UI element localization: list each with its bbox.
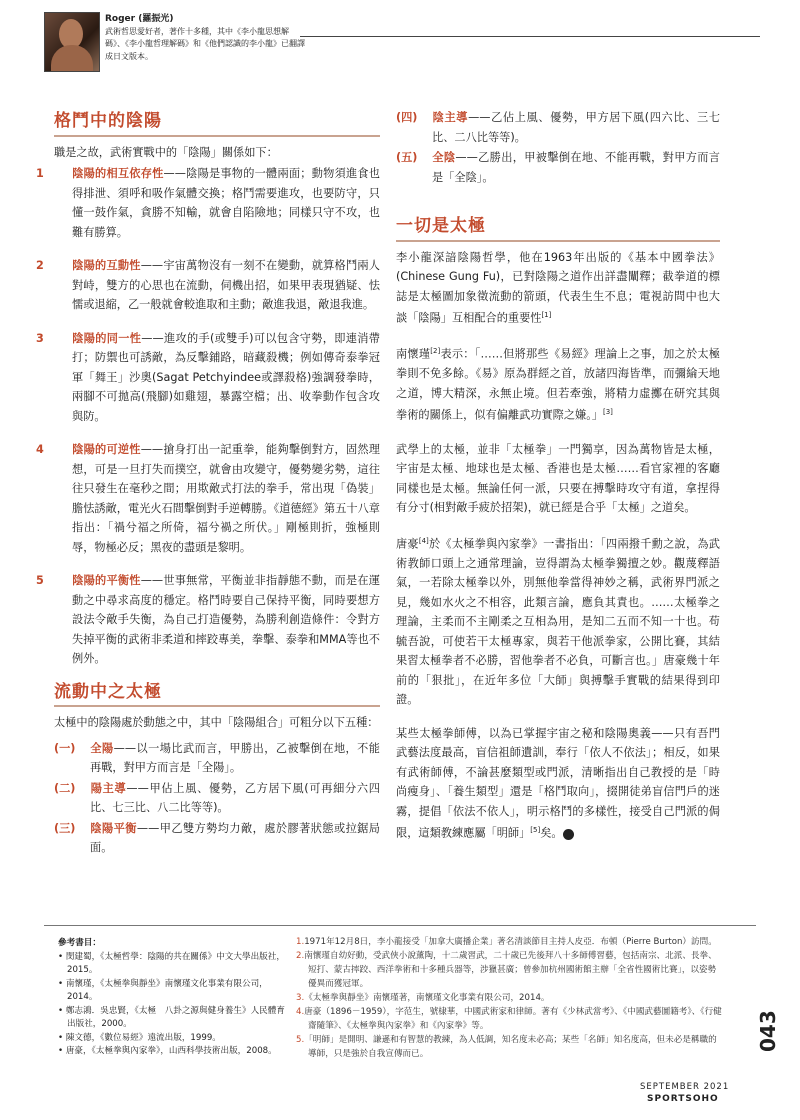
item-text: ——宇宙萬物沒有一刻不在變動，就算格鬥兩人對峙，雙方的心思也在流動，伺機出招，如果甲表現猶疑、怯懦或退縮，乙一般就會較進取和主動；敵進我退，敵退我進。 (72, 259, 380, 311)
combo-label: (二) (54, 781, 76, 795)
item-term: 陰陽的互動性 (72, 259, 141, 272)
combo-term: 陰陽平衡 (90, 821, 137, 835)
paragraph-1: 李小龍深諳陰陽哲學，他在1963年出版的《基本中國拳法》(Chinese Gung Fu)，已對陰陽之道作出詳盡闡釋；截拳道的標誌是太極圖加象徵流動的箭頭，代表生生不息；電視訪問中也大談「陰陽」互相配合的重要性[1] (396, 250, 720, 325)
reference-text: 唐豪，《太極拳與內家拳》，山西科學技術出版，2008。 (65, 1046, 277, 1056)
item-number: 2 (36, 259, 44, 272)
footnote-text: 唐豪（1896－1959），字范生，號棣華，中國武術家和律師。著有《少林武當考》、《中國武藝圖籍考》、《行健齋隨筆》、《太極拳與內家拳》和《內家拳》等。 (304, 1007, 722, 1031)
section2-intro: 太極中的陰陽處於動態之中，其中「陰陽組合」可粗分以下五種： (54, 716, 379, 729)
references-title: 參考書目： (58, 938, 101, 948)
heading-rule (54, 705, 380, 707)
item-number: 3 (36, 331, 44, 345)
reference-item: • 閔建蜀，《太極哲學：陰陽的共在關係》中文大學出版社，2015。 (58, 951, 285, 975)
reference-text: 陳文德，《數位易經》遠流出版，1999。 (65, 1032, 221, 1043)
references-list (58, 951, 286, 1059)
right-column (396, 108, 720, 858)
author-bio: 武術哲思愛好者，著作十多種，其中《李小龍思想解碼》、《李小龍哲理解碼》和《他們認識的李小龍》已翻譯成日文版本。 (105, 26, 305, 61)
footnote-ref[interactable]: [2] (430, 347, 441, 356)
footnote-ref[interactable]: [4] (418, 536, 429, 545)
item-term: 陰陽的同一性 (72, 331, 142, 345)
combo-item (54, 739, 380, 778)
paragraph-3: 武學上的太極，並非「太極拳」一門獨享，因為萬物皆是太極，宇宙是太極、地球也是太極、香港也是太極……看官家裡的客廳同樣也是太極。無論任何一派，只要在搏擊時攻守有道，拿捏得有分寸(相對敵手疲於招架)，就已經是合乎「太極」之道矣。 (396, 442, 720, 515)
section-heading-flow: 流動中之太極 (54, 681, 162, 702)
issue-month: SEPTEMBER 2021 (640, 1082, 730, 1092)
item-number: 4 (36, 443, 44, 456)
heading-rule (396, 240, 720, 242)
paragraph-4: 唐豪[4]於《太極拳與內家拳》一書指出：「四兩撥千勳之說，為武術教師口頭上之通常理論，豈得謂為太極拳獨擅之妙。觀蔑釋語氣，一若除太極拳以外，別無他拳當得神妙之稱，武術界門派之見，幾如水火之不相容，此類言論，應負其責也。……太極拳之理論，主柔而不主剛柔之互相為用，是知二五而不知一十也。苟毓吾說，可使若干太極專家，與若干他派拳家，公開比賽，其結果習太極拳者不必勝，習他拳者不必負，可斷言也。」唐豪幾十年前的「狠批」，在近年多位「大師」與搏擊手實戰的結果得到印證。 (396, 536, 720, 707)
header-rule (300, 36, 760, 37)
combo-label: (五) (396, 151, 418, 164)
item-number: 1 (36, 167, 44, 180)
item-text: ——世事無常，平衡並非指靜態不動，而是在運動之中尋求高度的穩定。格鬥時要自己保持平衡，同時要想方設法令敵手失衡，為自己打造優勢，為勝利創造條件：令對方失掉平衡的武術非柔道和摔跤專美，拳擊、泰拳和MMA等也不例外。 (72, 574, 380, 665)
footnote-text: 《太極拳與靜坐》南懷瑾著，南懷瑾文化事業有限公司，2014。 (304, 993, 550, 1003)
combo-item (396, 148, 720, 187)
item-text: ——搶身打出一記重拳，能夠擊倒對方，固然理想，可是一旦打失而撲空，就會由攻變守，優勢變劣勢，這往往只發生在毫秒之間；用欺敵式打法的拳手，常出現「偽裝」膽怯誘敵，電光火石間擊倒對手逆轉勝。《道德經》第五十八章指出：「禍兮福之所倚，福兮禍之所伏。」剛極則折，強極則辱，物極必反；黑夜的盡頭是黎明。 (72, 443, 380, 554)
combo-term: 全陰 (432, 151, 456, 164)
item-term: 陰陽的相互依存性 (72, 167, 164, 180)
left-column (36, 111, 380, 859)
section1-intro: 職是之故，武術實戰中的「陰陽」關係如下： (54, 145, 278, 159)
footnote-ref[interactable]: [5] (530, 826, 541, 835)
combo-item (54, 779, 380, 818)
principle-item (36, 164, 380, 242)
footnote-ref[interactable]: [1] (541, 311, 552, 319)
reference-text: 南懷瑾，《太極拳與靜坐》南懷瑾文化事業有限公司，2014。 (65, 978, 268, 1002)
combo-list-a (54, 739, 380, 858)
page-number: 043 (756, 1010, 780, 1052)
combo-label: (三) (54, 821, 76, 835)
paragraph-2: 南懷瑾[2]表示：「……但將那些《易經》理論上之事，加之於太極拳則不免多餘。《易》原為群經之首，放諸四海皆準，而彌綸天地之道，博大精深，永無止境。但若牽強，將精力虛擲在研究其與拳術的關係上，似有偏離武功實際之嫌。」[3] (396, 347, 720, 423)
reference-item: • 南懷瑾，《太極拳與靜坐》南懷瑾文化事業有限公司，2014。 (58, 978, 268, 1002)
footer-rule (44, 925, 756, 926)
footnote-text: 「明師」是開明、謙遜和有智慧的教練，為人低調，知名度未必高；某些「名師」知名度高，但未必是稱職的導師，只是強於自我宣傳而已。 (304, 1035, 717, 1059)
magazine-name: SPORTSOHO (647, 1094, 719, 1104)
reference-text: 鄭志鴻．吳忠賢，《太極 八卦之源與健身養生》人民體育出版社，2000。 (65, 1005, 285, 1029)
section-heading-yinyang: 格鬥中的陰陽 (54, 111, 162, 131)
combo-label: (四) (396, 111, 418, 124)
principle-item (36, 329, 380, 427)
footnote-item (296, 991, 724, 1005)
item-text: ——陰陽是事物的一體兩面；動物須進食也得排泄、須呼和吸作氣體交換；格鬥需要進攻，也要防守，只懂一鼓作氣，貪勝不知輸，就會自陷險地；同樣只守不攻，也難有勝算。 (72, 167, 380, 239)
yinyang-list (36, 164, 380, 669)
combo-term: 陽主導 (90, 781, 127, 795)
footnote-item (296, 1005, 724, 1033)
principle-item (36, 256, 380, 315)
footnote-text: 1971年12月8日，李小龍接受「加拿大廣播企業」著名清談節目主持人皮亞．布頓（Pierre Burton）訪問。 (304, 937, 717, 947)
references (58, 937, 286, 1059)
footnote-number: 2. (296, 951, 305, 961)
heading-rule (54, 135, 380, 137)
footnote-ref[interactable]: [3] (602, 408, 613, 417)
combo-label: (一) (54, 741, 76, 755)
reference-text: 閔建蜀，《太極哲學：陰陽的共在關係》中文大學出版社，2015。 (65, 951, 285, 975)
combo-item (54, 819, 380, 858)
item-text: ——進攻的手(或雙手)可以包含守勢，即連消帶打；防禦也可誘敵，為反擊鋪路，暗藏殺機；例如傳奇泰拳冠軍「舞王」沙奧(Sagat Petchyindee或譯殺格)強調發拳時，兩腳不可拋高(飛腳)如雞翅，暴露空檔；出、收拳動作包含攻與防。 (72, 331, 380, 423)
reference-item: • 鄭志鴻．吳忠賢，《太極 八卦之源與健身養生》人民體育出版社，2000。 (58, 1005, 285, 1029)
footnote-number: 1. (296, 937, 305, 947)
footnote-number: 3. (296, 993, 305, 1003)
footnote-text: 南懷瑾自幼好動，受武俠小說薰陶，十二歲習武，二十歲已先後拜八十多師傅習藝，包括南宗、北派、長拳、短打、蒙古摔跤、西洋拳術和十多種兵器等，涉獵甚廣；曾參加杭州國術館主辦「全省性國術比賽」，以姿勢優異而獲冠軍。 (304, 951, 717, 989)
item-term: 陰陽的平衡性 (72, 574, 141, 587)
footnotes (296, 935, 724, 1061)
item-number: 5 (36, 574, 44, 587)
paragraph-5: 某些太極拳師傅，以為已掌握宇宙之秘和陰陽奧義——只有吾門武藝法度最高，盲信祖師遺訓，奉行「依人不依法」；相反，如果有武術師傅，不論甚麼類型或門派，清晰指出自己教授的是「時尚瘦身」、「養生類型」還是「格鬥取向」，掇開徒弟盲信門戶的迷霧，提倡「依法不依人」，明示格鬥的多樣性，接受自己門派的侷限，這類教練應屬「明師」[5]矣。 (396, 726, 720, 841)
combo-list-b (396, 108, 720, 187)
end-mark-icon (563, 829, 574, 840)
footnote-number: 5. (296, 1035, 305, 1045)
section-heading-taiji: 一切是太極 (396, 216, 486, 236)
combo-item (396, 108, 720, 147)
author-box (105, 13, 305, 63)
footnote-item (296, 949, 724, 991)
footnote-item (296, 935, 724, 949)
author-name: Roger (羅振光) (105, 14, 174, 24)
reference-item: • 陳文德，《數位易經》遠流出版，1999。 (58, 1032, 221, 1043)
footnote-number: 4. (296, 1007, 305, 1017)
principle-item (36, 440, 380, 557)
reference-item: • 唐豪，《太極拳與內家拳》，山西科學技術出版，2008。 (58, 1046, 277, 1056)
author-photo (44, 12, 100, 72)
item-term: 陰陽的可逆性 (72, 443, 141, 456)
footnote-item (296, 1033, 724, 1061)
combo-term: 全陽 (90, 741, 114, 755)
principle-item (36, 571, 380, 669)
combo-text: ——甲佔上風、優勢，乙方居下風(可再細分六四比、七三比、八二比等等)。 (90, 781, 380, 814)
combo-text: ——以一場比武而言，甲勝出，乙被擊倒在地，不能再戰，對甲方而言是「全陽」。 (90, 741, 380, 774)
combo-term: 陰主導 (432, 111, 469, 124)
combo-text: ——甲乙雙方勢均力敵，處於膠著狀態或拉鋸局面。 (90, 821, 380, 854)
combo-text: ——乙勝出，甲被擊倒在地、不能再戰，對甲方而言是「全陰」。 (432, 151, 720, 184)
combo-text: ——乙佔上風、優勢，甲方居下風(四六比、三七比、二八比等等)。 (432, 111, 720, 144)
